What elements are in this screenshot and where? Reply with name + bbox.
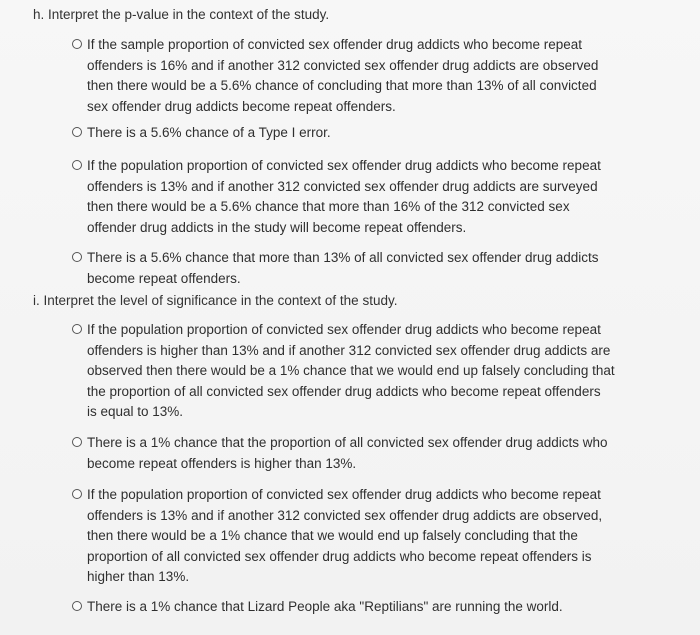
radio-button-icon[interactable]	[72, 252, 82, 262]
radio-button-icon[interactable]	[72, 489, 82, 499]
radio-button-icon[interactable]	[72, 127, 82, 137]
part-i-option-2[interactable]	[72, 433, 608, 474]
radio-button-icon[interactable]	[72, 601, 82, 611]
part-h-option-1[interactable]	[72, 35, 598, 117]
part-i-option-4[interactable]	[72, 597, 563, 618]
radio-button-icon[interactable]	[72, 39, 82, 49]
radio-button-icon[interactable]	[72, 160, 82, 170]
option-text: If the sample proportion of convicted sex offender drug addicts who become repeat offenders is 16% and if another 312 convicted sex offender drug addicts are observed then there would be a 5.6% chance of concluding that more than 13% of all convicted sex offender drug addicts become repeat offenders.	[87, 37, 599, 114]
option-text: If the population proportion of convicted sex offender drug addicts who become repeat offenders is 13% and if another 312 convicted sex offender drug addicts are surveyed then there would be a 5.6% chance that more than 16% of the 312 convicted sex offender drug addicts in the study will become repeat offenders.	[87, 158, 601, 235]
part-i-header: i. Interpret the level of significance in the context of the study.	[33, 293, 398, 308]
part-i-option-3[interactable]	[72, 485, 602, 588]
part-h-option-3[interactable]	[72, 156, 601, 238]
option-text: There is a 5.6% chance that more than 13% of all convicted sex offender drug addicts become repeat offenders.	[87, 250, 599, 286]
radio-button-icon[interactable]	[72, 437, 82, 447]
part-i-option-1[interactable]	[72, 320, 615, 423]
part-h-option-2[interactable]	[72, 123, 331, 144]
part-h-option-4[interactable]	[72, 248, 599, 289]
option-text: There is a 5.6% chance of a Type I error.	[87, 125, 331, 140]
part-h-header: h. Interpret the p-value in the context of the study.	[33, 7, 330, 22]
option-text: There is a 1% chance that the proportion of all convicted sex offender drug addicts who become repeat offenders is higher than 13%.	[87, 435, 608, 471]
option-text: There is a 1% chance that Lizard People aka "Reptilians" are running the world.	[87, 599, 563, 614]
option-text: If the population proportion of convicted sex offender drug addicts who become repeat offenders is 13% and if another 312 convicted sex offender drug addicts are observed, then there would be a 1% chance that we would end up falsely concluding that the proportion of all convicted sex offender drug addicts who become repeat offenders is higher than 13%.	[87, 487, 603, 585]
radio-button-icon[interactable]	[72, 324, 82, 334]
option-text: If the population proportion of convicted sex offender drug addicts who become repeat offenders is higher than 13% and if another 312 convicted sex offender drug addicts are observed then there would be a 1% chance that we would end up falsely concluding that the proportion of all convicted sex offender drug addicts who become repeat offenders is equal to 13%.	[87, 322, 615, 420]
